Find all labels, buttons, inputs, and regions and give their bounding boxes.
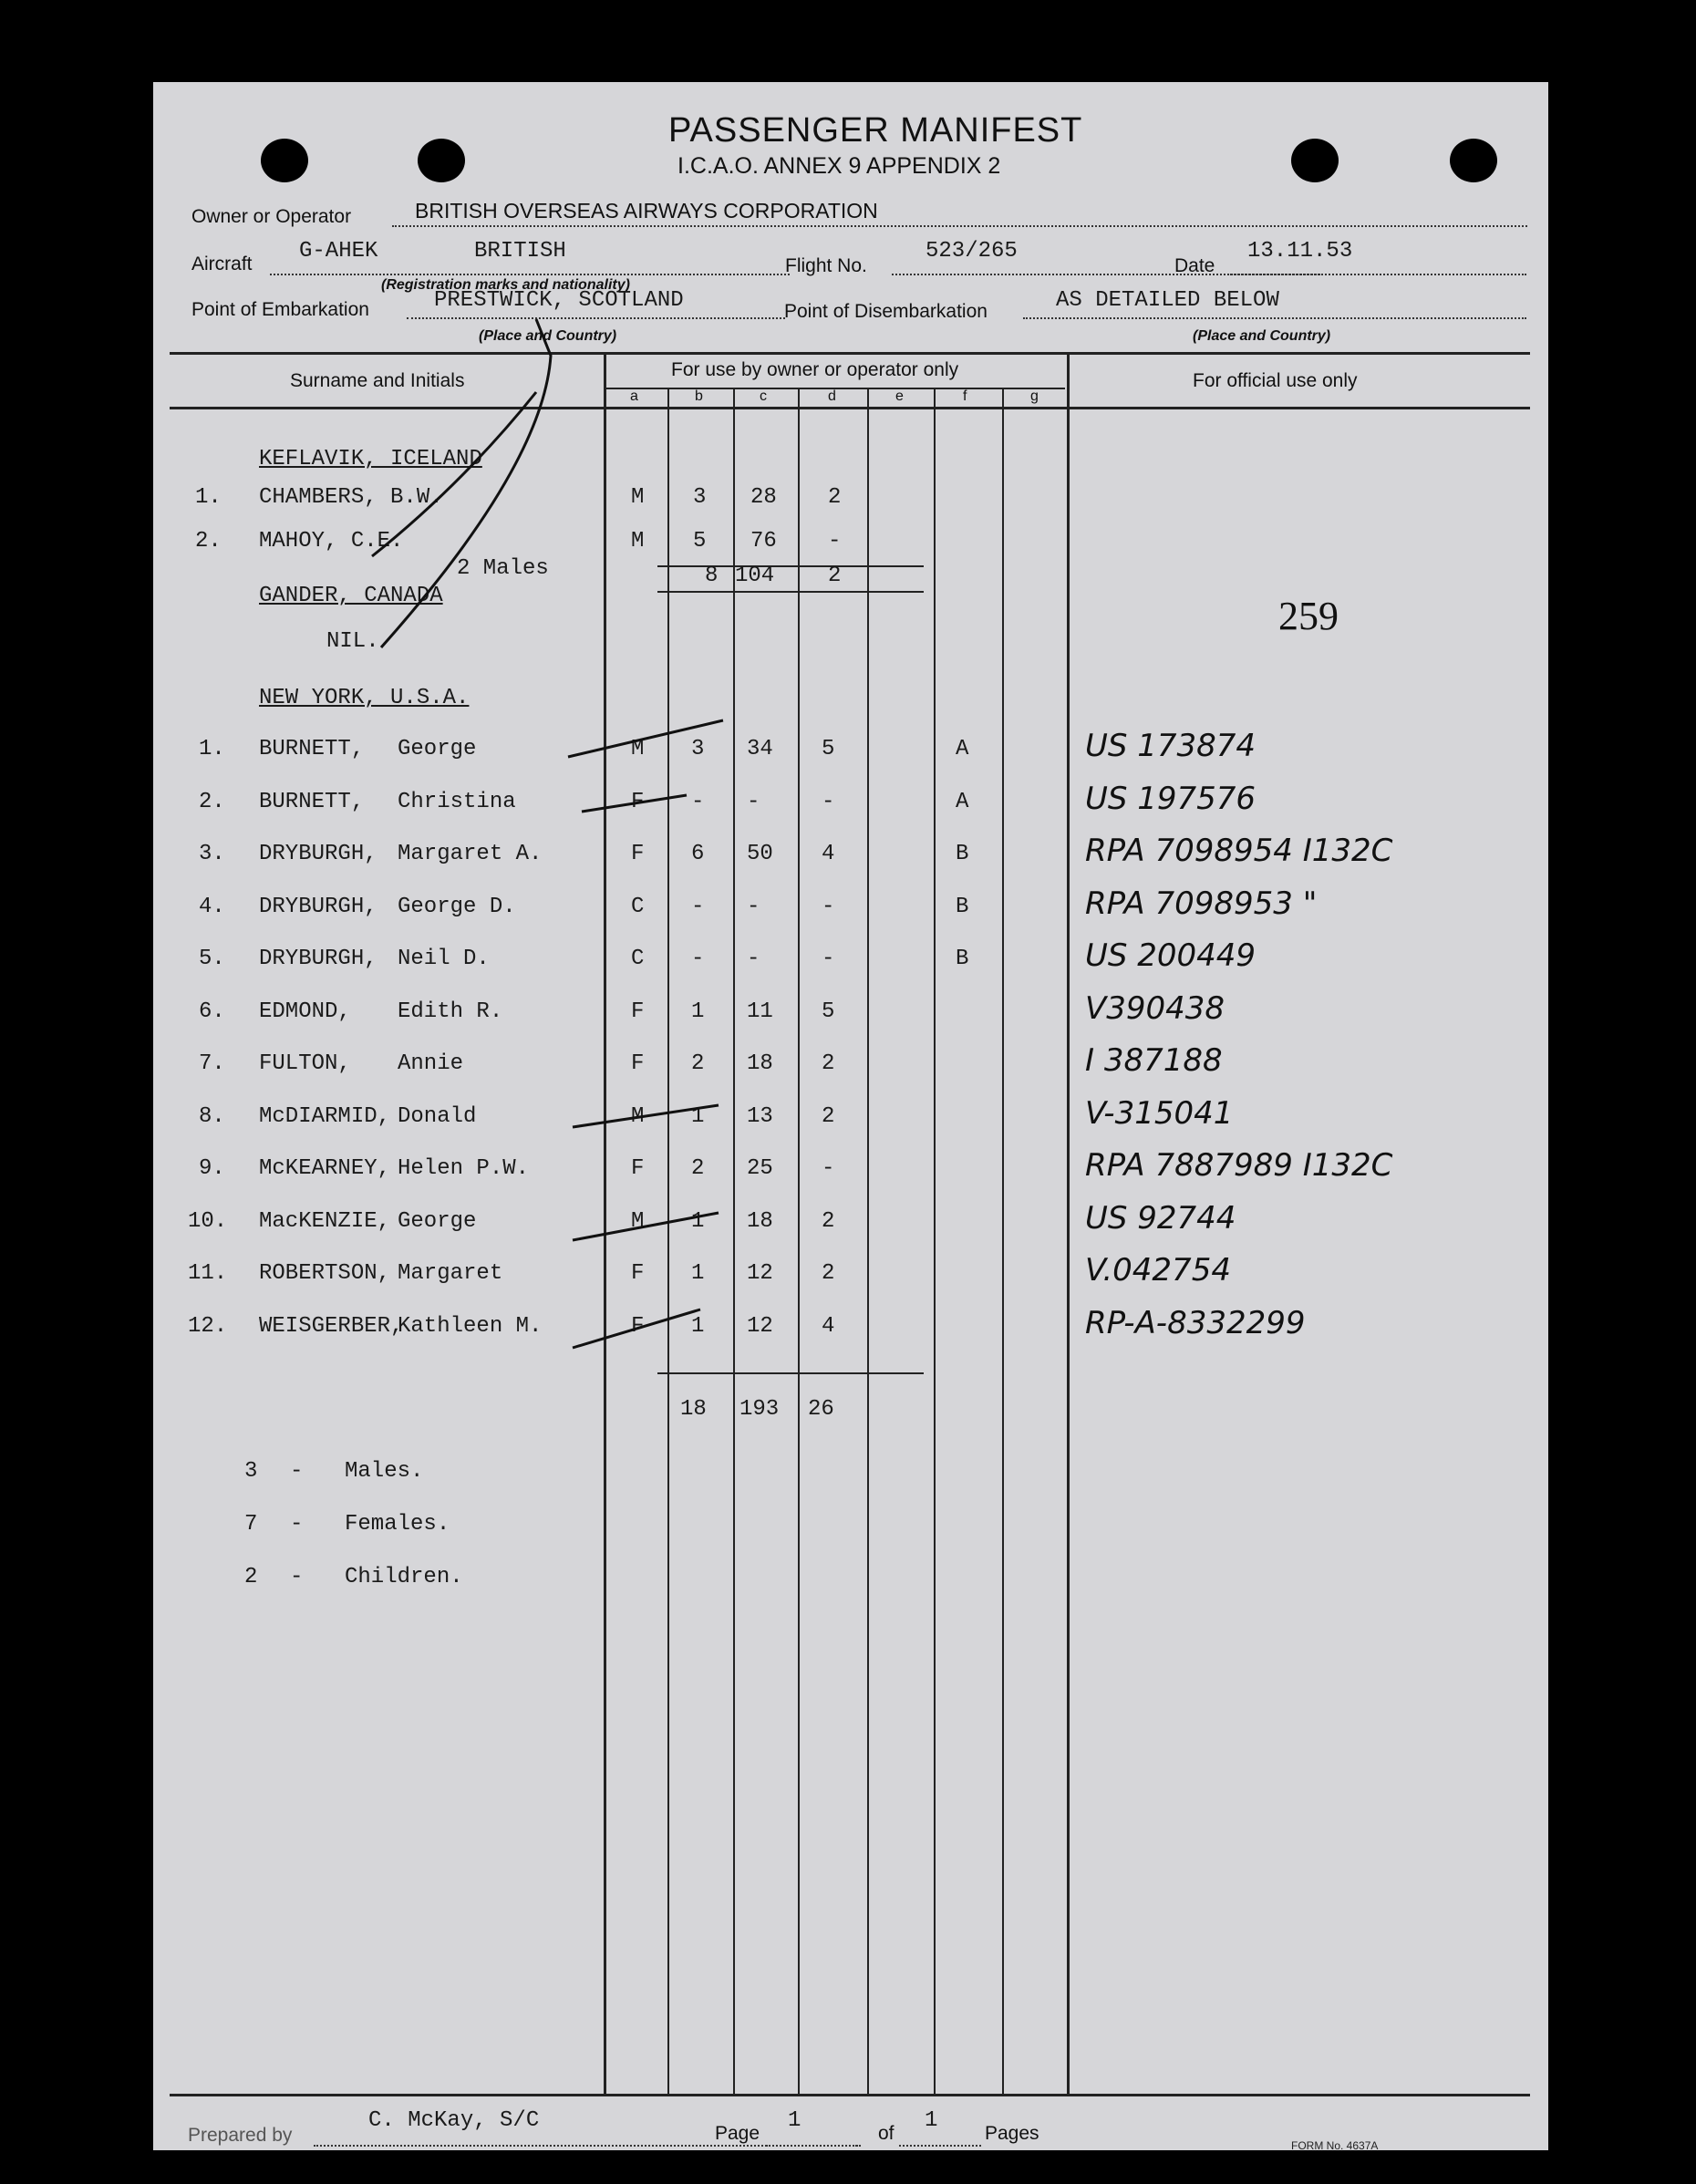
passenger-surname: McKEARNEY, [259,1156,391,1181]
newyork-total-c: 193 [739,1397,780,1422]
passenger-given-name: Christina [398,789,516,814]
embarkation-label: Point of Embarkation [191,299,369,320]
place-country-note: (Place and Country) [1193,328,1331,344]
passenger-given-name: Margaret [398,1261,503,1286]
flight-no-value: 523/265 [926,239,1018,264]
row-number: 11. [188,1261,228,1286]
col-b: 1 [691,1313,705,1339]
col-c: 18 [747,1051,773,1076]
newyork-total-d: 26 [808,1397,834,1422]
embarkation-value: PRESTWICK, SCOTLAND [434,288,684,313]
owner-label: Owner or Operator [191,206,352,227]
row-number: 7. [199,1051,225,1076]
col-a-sex: M [631,737,645,761]
date-label: Date [1174,255,1215,276]
col-a-sex: F [631,1261,645,1286]
row-number: 5. [199,947,225,971]
summary-count: 2 [244,1565,258,1589]
col-a-sex: F [631,1156,645,1181]
column-label: b [695,388,703,404]
passenger-name: MAHOY, C.E. [259,529,404,554]
col-c: 12 [747,1261,773,1286]
col-d: 2 [828,485,842,510]
col-d: 2 [822,1261,835,1286]
col-c: 34 [747,737,773,761]
col-b: 3 [693,485,707,510]
passenger-surname: DRYBURGH, [259,894,377,919]
passenger-surname: ROBERTSON, [259,1261,391,1286]
official-passport-note: RPA 7098953 " [1085,885,1318,922]
row-number: 8. [199,1103,225,1129]
passenger-given-name: Helen P.W. [398,1156,530,1181]
passenger-surname: BURNETT, [259,737,365,761]
strike-mark [582,795,687,812]
col-b: 1 [691,1261,705,1286]
aircraft-nationality: BRITISH [474,239,566,264]
col-a-sex: F [631,1313,645,1339]
column-label: a [630,388,638,404]
col-a-sex: M [631,529,645,554]
col-d: 2 [822,1051,835,1076]
column-label: c [760,388,767,404]
col-b: 3 [691,737,705,761]
keflavik-total-b: 8 [705,564,719,588]
row-number: 4. [199,894,225,919]
pages-label: Pages [985,2123,1039,2144]
col-c: 12 [747,1313,773,1339]
col-b: - [691,789,705,814]
row-number: 9. [199,1156,225,1181]
col-d: 5 [822,999,835,1024]
pen-stroke [372,392,536,556]
col-c: 25 [747,1156,773,1181]
col-d: - [828,529,842,554]
official-passport-note: US 173874 [1085,728,1256,764]
disembarkation-value: AS DETAILED BELOW [1056,288,1279,313]
col-c: 13 [747,1103,773,1129]
passenger-given-name: Kathleen M. [398,1313,543,1339]
col-c: - [747,947,760,971]
passenger-given-name: George [398,737,477,761]
passenger-surname: WEISGERBER, [259,1313,404,1339]
col-d: - [822,789,835,814]
official-use-header: For official use only [1193,370,1358,391]
disembarkation-label: Point of Disembarkation [784,301,988,322]
col-d: 4 [822,1313,835,1339]
col-b: 2 [691,1051,705,1076]
strike-mark [573,1105,719,1127]
passenger-surname: DRYBURGH, [259,842,377,866]
col-f: B [956,947,969,971]
prepared-by-value: C. McKay, S/C [368,2108,540,2133]
passenger-given-name: George [398,1208,477,1234]
page-value: 1 [788,2108,801,2133]
col-d: 2 [822,1103,835,1129]
col-d: 5 [822,737,835,761]
col-d: 2 [822,1208,835,1234]
official-passport-note: RP-A-8332299 [1085,1304,1306,1341]
col-d: 4 [822,842,835,866]
passenger-surname: DRYBURGH, [259,947,377,971]
pen-marks [153,82,1548,2150]
section-newyork: NEW YORK, U.S.A. [259,686,470,710]
passenger-given-name: Neil D. [398,947,490,971]
column-label: d [828,388,836,404]
owner-value: BRITISH OVERSEAS AIRWAYS CORPORATION [415,199,878,223]
summary-label: Females. [345,1512,450,1537]
col-f: A [956,789,969,814]
strike-mark [573,1309,700,1348]
col-b: 5 [693,529,707,554]
passenger-surname: EDMOND, [259,999,351,1024]
col-c: 28 [750,485,777,510]
official-number: 259 [1278,594,1339,638]
col-b: 1 [691,999,705,1024]
passenger-given-name: Donald [398,1103,477,1129]
col-f: A [956,737,969,761]
newyork-total-b: 18 [680,1397,707,1422]
col-d: - [822,1156,835,1181]
passenger-surname: BURNETT, [259,789,365,814]
row-number: 2. [199,789,225,814]
row-number: 10. [188,1208,228,1234]
official-passport-note: US 92744 [1085,1199,1236,1237]
strike-mark [568,720,723,757]
column-label: g [1030,388,1039,404]
col-f: B [956,894,969,919]
summary-label: Males. [345,1459,424,1484]
col-a-sex: F [631,1051,645,1076]
col-a-sex: F [631,999,645,1024]
col-c: - [747,789,760,814]
row-number: 6. [199,999,225,1024]
col-b: - [691,947,705,971]
passenger-surname: McDIARMID, [259,1103,391,1129]
official-passport-note: US 197576 [1085,780,1256,817]
form-subtitle: I.C.A.O. ANNEX 9 APPENDIX 2 [677,153,1001,179]
official-passport-note: V.042754 [1085,1252,1231,1289]
row-number: 1. [199,737,225,761]
passenger-surname: FULTON, [259,1051,351,1076]
col-f: B [956,842,969,866]
keflavik-total-c: 104 [735,564,775,588]
passenger-name: CHAMBERS, B.W. [259,485,443,510]
aircraft-reg: G-AHEK [299,239,378,264]
col-c: 18 [747,1208,773,1234]
summary-count: 7 [244,1512,258,1537]
col-b: 6 [691,842,705,866]
col-a-sex: M [631,485,645,510]
col-a-sex: C [631,894,645,919]
col-c: 50 [747,842,773,866]
strike-mark [573,1213,719,1240]
of-label: of [878,2123,895,2144]
pen-stroke [381,319,551,647]
column-label: f [963,388,967,404]
row-number: 12. [188,1313,228,1339]
col-a-sex: C [631,947,645,971]
row-number: 3. [199,842,225,866]
summary-dash: - [290,1565,304,1589]
col-a-sex: M [631,1208,645,1234]
flight-no-label: Flight No. [785,255,867,276]
row-number: 2. [195,529,222,554]
summary-label: Children. [345,1565,463,1589]
col-c: 11 [747,999,773,1024]
surname-header: Surname and Initials [290,370,465,391]
official-passport-note: RPA 7098954 I132C [1085,833,1393,869]
date-value: 13.11.53 [1247,239,1353,264]
prepared-by-label: Prepared by [188,2125,293,2146]
summary-count: 3 [244,1459,258,1484]
row-number: 1. [195,485,222,510]
passenger-given-name: George D. [398,894,516,919]
col-d: - [822,894,835,919]
passenger-given-name: Annie [398,1051,464,1076]
col-c: - [747,894,760,919]
col-a-sex: M [631,1103,645,1129]
place-country-note: (Place and Country) [479,328,617,344]
keflavik-note: 2 Males [457,556,549,581]
keflavik-total-d: 2 [828,564,842,588]
col-a-sex: F [631,842,645,866]
official-passport-note: I 387188 [1085,1042,1223,1079]
col-b: - [691,894,705,919]
summary-dash: - [290,1512,304,1537]
passenger-given-name: Margaret A. [398,842,543,866]
col-a-sex: F [631,789,645,814]
official-passport-note: V390438 [1085,989,1225,1027]
owner-use-header: For use by owner or operator only [671,359,959,380]
aircraft-label: Aircraft [191,254,253,274]
official-passport-note: V-315041 [1085,1094,1234,1132]
col-d: - [822,947,835,971]
of-pages-value: 1 [925,2108,938,2133]
section-gander: GANDER, CANADA [259,584,443,608]
col-b: 1 [691,1103,705,1129]
column-label: e [895,388,904,404]
col-c: 76 [750,529,777,554]
official-passport-note: RPA 7887989 I132C [1085,1147,1393,1184]
official-passport-note: US 200449 [1085,937,1256,974]
col-b: 1 [691,1208,705,1234]
form-title: PASSENGER MANIFEST [668,111,1083,150]
col-b: 2 [691,1156,705,1181]
summary-dash: - [290,1459,304,1484]
page-label: Page [715,2123,760,2144]
section-keflavik: KEFLAVIK, ICELAND [259,447,482,471]
registration-note: (Registration marks and nationality) [381,277,630,293]
form-number: FORM No. 4637A [1291,2139,1379,2152]
passenger-surname: MacKENZIE, [259,1208,391,1234]
passenger-given-name: Edith R. [398,999,503,1024]
gander-nil: NIL. [326,629,379,654]
